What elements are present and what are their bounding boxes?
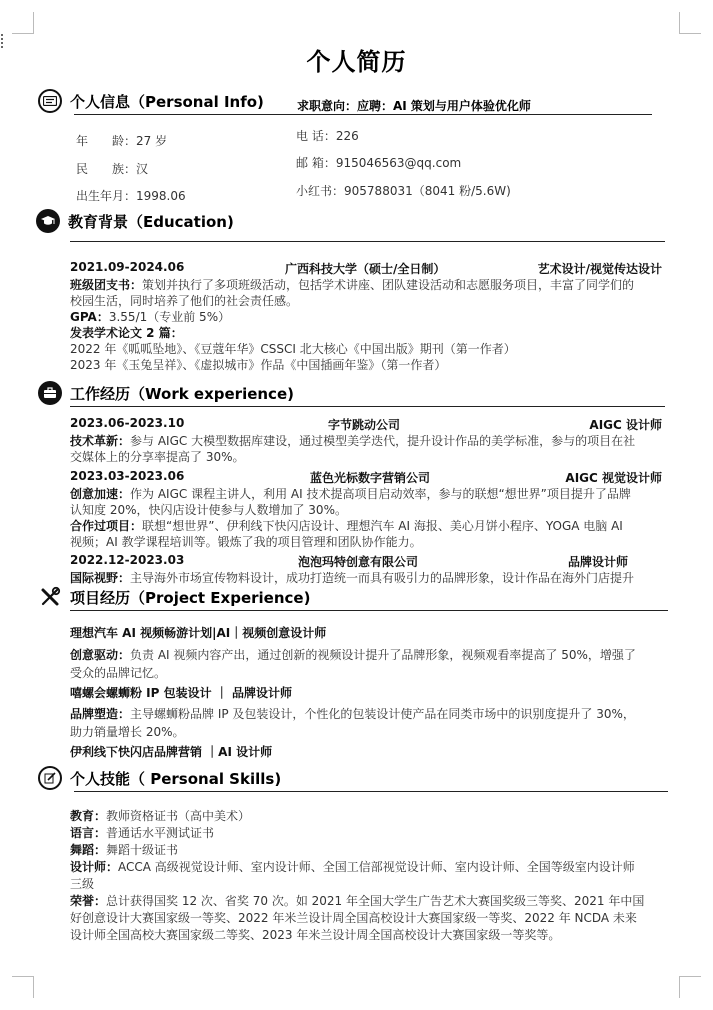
section-skills-header bbox=[38, 765, 281, 791]
briefcase-icon bbox=[38, 381, 62, 405]
section-projects-title: 项目经历（Project Experience) bbox=[70, 588, 311, 607]
id-card-icon bbox=[38, 89, 62, 113]
section-projects-rule bbox=[70, 610, 668, 611]
section-education-header bbox=[36, 208, 234, 234]
info-ethnicity: 民 族：汉 bbox=[76, 162, 149, 176]
work-row bbox=[70, 553, 662, 569]
crop-mark-top-left bbox=[12, 12, 34, 34]
pencil-edit-icon bbox=[38, 766, 62, 790]
project-title: 理想汽车 AI 视频畅游计划|AI｜视频创意设计师 bbox=[70, 626, 327, 640]
education-major: 艺术设计/视觉传达设计 bbox=[537, 262, 662, 276]
section-personal-rule bbox=[74, 114, 652, 115]
section-personal-title: 个人信息（Personal Info) bbox=[70, 92, 264, 111]
work-company: 泡泡玛特创意有限公司 bbox=[298, 555, 419, 569]
tools-icon bbox=[38, 585, 62, 609]
crop-mark-bottom-right bbox=[679, 976, 701, 998]
work-row bbox=[70, 469, 662, 485]
work-details: 国际视野：主导海外市场宣传物料设计，成功打造统一而具有吸引力的品牌形象，设计作品在海外门店提升 bbox=[70, 571, 635, 585]
education-row bbox=[70, 260, 662, 276]
education-details: 班级团支书：策划并执行了多项班级活动，包括学术讲座、团队建设活动和志愿服务项目，丰富了同学们的 校园生活，同时培养了他们的社会责任感。 GPA：3.55/1（专业前 5%） 发表学术论文 2 篇： 2022 年《呱呱坠地》、《豆蔻年华》CSSCI 北大核心《中国出版》期刊（第一作者） 2023 年《玉兔呈祥》、《虚拟城市》作品《中国插画年鉴》（第一作者） bbox=[70, 278, 635, 372]
work-role: AIGC 设计师 bbox=[589, 418, 662, 432]
section-skills-title: 个人技能（ Personal Skills) bbox=[70, 769, 282, 788]
work-period: 2022.12-2023.03 bbox=[70, 553, 185, 567]
work-company: 字节跳动公司 bbox=[328, 418, 401, 432]
crop-mark-top-right bbox=[679, 12, 701, 34]
education-period: 2021.09-2024.06 bbox=[70, 260, 185, 274]
work-period: 2023.06-2023.10 bbox=[70, 416, 185, 430]
work-company: 蓝色光标数字营销公司 bbox=[310, 471, 431, 485]
work-period: 2023.03-2023.06 bbox=[70, 469, 185, 483]
crop-mark-bottom-left bbox=[12, 976, 34, 998]
document-title: 个人简历 bbox=[306, 48, 407, 76]
info-email: 邮 箱：915046563@qq.com bbox=[296, 156, 462, 170]
work-details: 技术革新：参与 AIGC 大模型数据库建设，通过模型美学迭代，提升设计作品的美学标准，参与的项目在社 交媒体上的分享率提高了 30%。 bbox=[70, 434, 636, 464]
work-row bbox=[70, 416, 662, 432]
info-phone: 电 话：226 bbox=[296, 129, 359, 143]
info-age: 年 龄：27 岁 bbox=[76, 134, 168, 148]
work-role: AIGC 视觉设计师 bbox=[565, 471, 662, 485]
section-skills-rule bbox=[74, 791, 668, 792]
info-birth: 出生年月：1998.06 bbox=[76, 189, 186, 203]
project-list: 理想汽车 AI 视频畅游计划|AI｜视频创意设计师 创意驱动：负责 AI 视频内容产出，通过创新的视频设计提升了品牌形象，视频观看率提高了 50%，增强了 受众的品牌记忆。 嘻螺会螺蛳粉 IP 包装设计 ｜ 品牌设计师 品牌塑造：主导螺蛳粉品牌 IP 及包装设计，个性化的包装设计使产品在同类市场中的识别度提升了 30%， 助力销量增长 20%。 伊利线下快闪店品牌营销 ｜AI 设计师 bbox=[70, 624, 662, 761]
graduation-cap-icon bbox=[36, 209, 60, 233]
skills-list: 教育：教师资格证书（高中美术） 语言：普通话水平测试证书 舞蹈：舞蹈十级证书 设计师：ACCA 高级视觉设计师、室内设计师、全国工信部视觉设计师、室内设计师、全国等级室内设计师 三级 荣誉：总计获得国奖 12 次、省奖 70 次。如 2021 年全国大学生广告艺术大赛国奖级三等奖、2021 年中国 好创意设计大赛国家级一等奖、2022 年米兰设计周全国高校设计大赛国家级一等奖、2022 年 NCDA 未来 设计师全国高校大赛国家级二等奖、2023 年米兰设计周全国高校设计大赛国家级一等奖等。 bbox=[70, 809, 645, 942]
job-target: 求职意向：应聘：AI 策划与用户体验优化师 bbox=[297, 99, 531, 113]
section-projects-header bbox=[38, 584, 310, 610]
section-education-title: 教育背景（Education) bbox=[68, 212, 234, 231]
work-details: 创意加速：作为 AIGC 课程主讲人，利用 AI 技术提高项目启动效率，参与的联想“想世界”项目提升了品牌 认知度 20%，快闪店设计使参与人数增加了 30%。 合作过项目：联想“想世界”、伊利线下快闪店设计、理想汽车 AI 海报、美心月饼小程序、YOGA 电脑 AI 视频；AI 教学课程培训等。锻炼了我的项目管理和团队协作能力。 bbox=[70, 487, 631, 549]
section-education-rule bbox=[70, 241, 665, 242]
section-work-header bbox=[38, 380, 294, 406]
education-school: 广西科技大学（硕士/全日制） bbox=[285, 262, 446, 276]
section-work-title: 工作经历（Work experience) bbox=[70, 384, 294, 403]
project-title: 嘻螺会螺蛳粉 IP 包装设计 ｜ 品牌设计师 bbox=[70, 686, 292, 700]
section-work-rule bbox=[70, 406, 665, 407]
work-role: 品牌设计师 bbox=[568, 555, 629, 569]
info-xiaohongshu: 小红书：905788031（8041 粉/5.6W) bbox=[296, 184, 511, 198]
section-personal-header bbox=[38, 88, 264, 114]
project-title: 伊利线下快闪店品牌营销 ｜AI 设计师 bbox=[70, 745, 273, 759]
